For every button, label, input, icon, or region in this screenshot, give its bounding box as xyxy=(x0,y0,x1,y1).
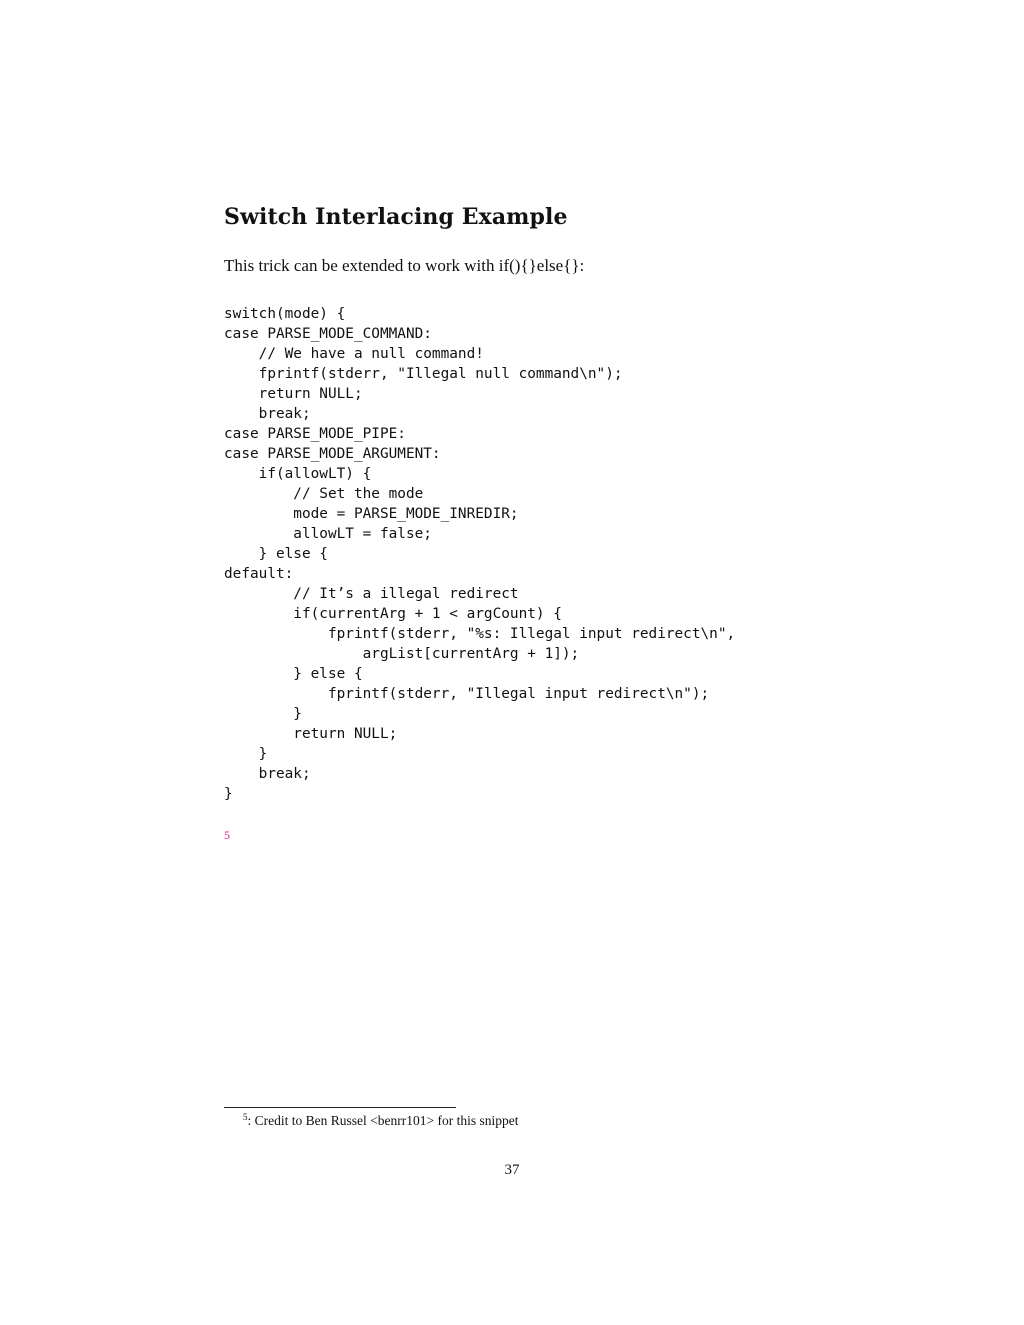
code-line: // We have a null command! xyxy=(224,346,484,362)
code-line: if(allowLT) { xyxy=(224,466,372,482)
footnote xyxy=(243,1112,518,1130)
code-line: default: xyxy=(224,566,294,582)
code-line: break; xyxy=(224,406,311,422)
code-line: fprintf(stderr, "Illegal input redirect\n"); xyxy=(224,686,710,702)
section-title: Switch Interlacing Example xyxy=(224,204,568,230)
footnote-text: : Credit to Ben Russel <benrr101> for this snippet xyxy=(247,1113,519,1128)
code-line: allowLT = false; xyxy=(224,526,432,542)
code-block xyxy=(224,304,735,804)
code-line: case PARSE_MODE_ARGUMENT: xyxy=(224,446,441,462)
code-line: break; xyxy=(224,766,311,782)
code-line: return NULL; xyxy=(224,386,363,402)
code-line: case PARSE_MODE_COMMAND: xyxy=(224,326,432,342)
code-line: } else { xyxy=(224,666,363,682)
code-line: } else { xyxy=(224,546,328,562)
code-line: return NULL; xyxy=(224,726,398,742)
code-line: fprintf(stderr, "%s: Illegal input redirect\n", xyxy=(224,626,736,642)
code-line: } xyxy=(224,786,233,802)
code-line: case PARSE_MODE_PIPE: xyxy=(224,426,406,442)
code-line: switch(mode) { xyxy=(224,306,346,322)
code-line: // Set the mode xyxy=(224,486,424,502)
code-line: } xyxy=(224,746,268,762)
code-line: // It’s a illegal redirect xyxy=(224,586,519,602)
code-line: if(currentArg + 1 < argCount) { xyxy=(224,606,562,622)
footnote-rule xyxy=(224,1107,456,1108)
code-line: fprintf(stderr, "Illegal null command\n"); xyxy=(224,366,623,382)
footnote-marker[interactable]: 5 xyxy=(224,828,230,842)
page-number: 37 xyxy=(504,1162,520,1178)
code-line: } xyxy=(224,706,302,722)
footnote-number: 5 xyxy=(243,1112,248,1122)
code-line: mode = PARSE_MODE_INREDIR; xyxy=(224,506,519,522)
code-line: argList[currentArg + 1]); xyxy=(224,646,580,662)
intro-paragraph: This trick can be extended to work with if(){}else{}: xyxy=(224,256,585,275)
